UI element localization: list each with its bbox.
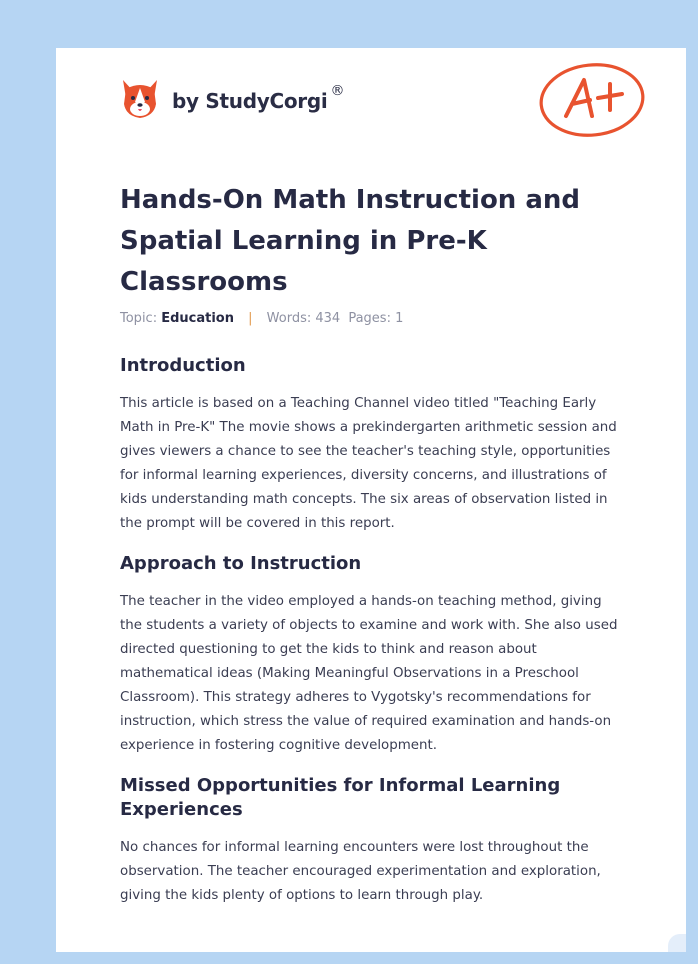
section-heading: Approach to Instruction [120, 553, 362, 574]
document-content [120, 354, 626, 908]
logo-text-label: by StudyCorgi [172, 89, 328, 113]
document-meta [120, 311, 403, 326]
section-heading: Introduction [120, 355, 246, 376]
page-count: Pages: 1 [348, 311, 404, 326]
studycorgi-logo[interactable] [120, 76, 344, 120]
meta-separator: | [248, 311, 253, 326]
corgi-icon [120, 76, 160, 120]
section-introduction [120, 354, 626, 536]
section-approach-to-instruction [120, 552, 626, 758]
section-missed-opportunities [120, 774, 626, 908]
section-heading: Missed Opportunities for Informal Learning Experiences [120, 775, 561, 820]
logo-text [172, 83, 345, 113]
topic-link[interactable]: Education [161, 311, 234, 326]
page-fold [668, 934, 686, 952]
document-title: Hands-On Math Instruction and Spatial Learning in Pre-K Classrooms [120, 185, 581, 297]
section-body: This article is based on a Teaching Channel video titled "Teaching Early Math in Pre-K" The movie shows a prekindergarten arithmetic session and gives viewers a chance to see the teacher's teaching style, opportunities for informal learning experiences, diversity concerns, and illustrations of kids understanding math concepts. The six areas of observation listed in the prompt will be covered in this report. [120, 396, 617, 531]
topic-label: Topic: [120, 311, 158, 326]
a-plus-grade-icon [538, 60, 648, 140]
document-page [56, 48, 686, 952]
word-count: Words: 434 [266, 311, 341, 326]
registered-mark: ® [330, 83, 345, 99]
section-body: No chances for informal learning encounters were lost throughout the observation. The teacher encouraged experimentation and exploration, giving the kids plenty of options to learn through play. [120, 840, 601, 903]
section-body: The teacher in the video employed a hands-on teaching method, giving the students a variety of objects to examine and work with. She also used directed questioning to get the kids to think and reason about mathematical ideas (Making Meaningful Observations in a Preschool Classroom). This strategy adheres to Vygotsky's recommendations for instruction, which stress the value of required examination and hands-on experience in fostering cognitive development. [120, 594, 618, 753]
